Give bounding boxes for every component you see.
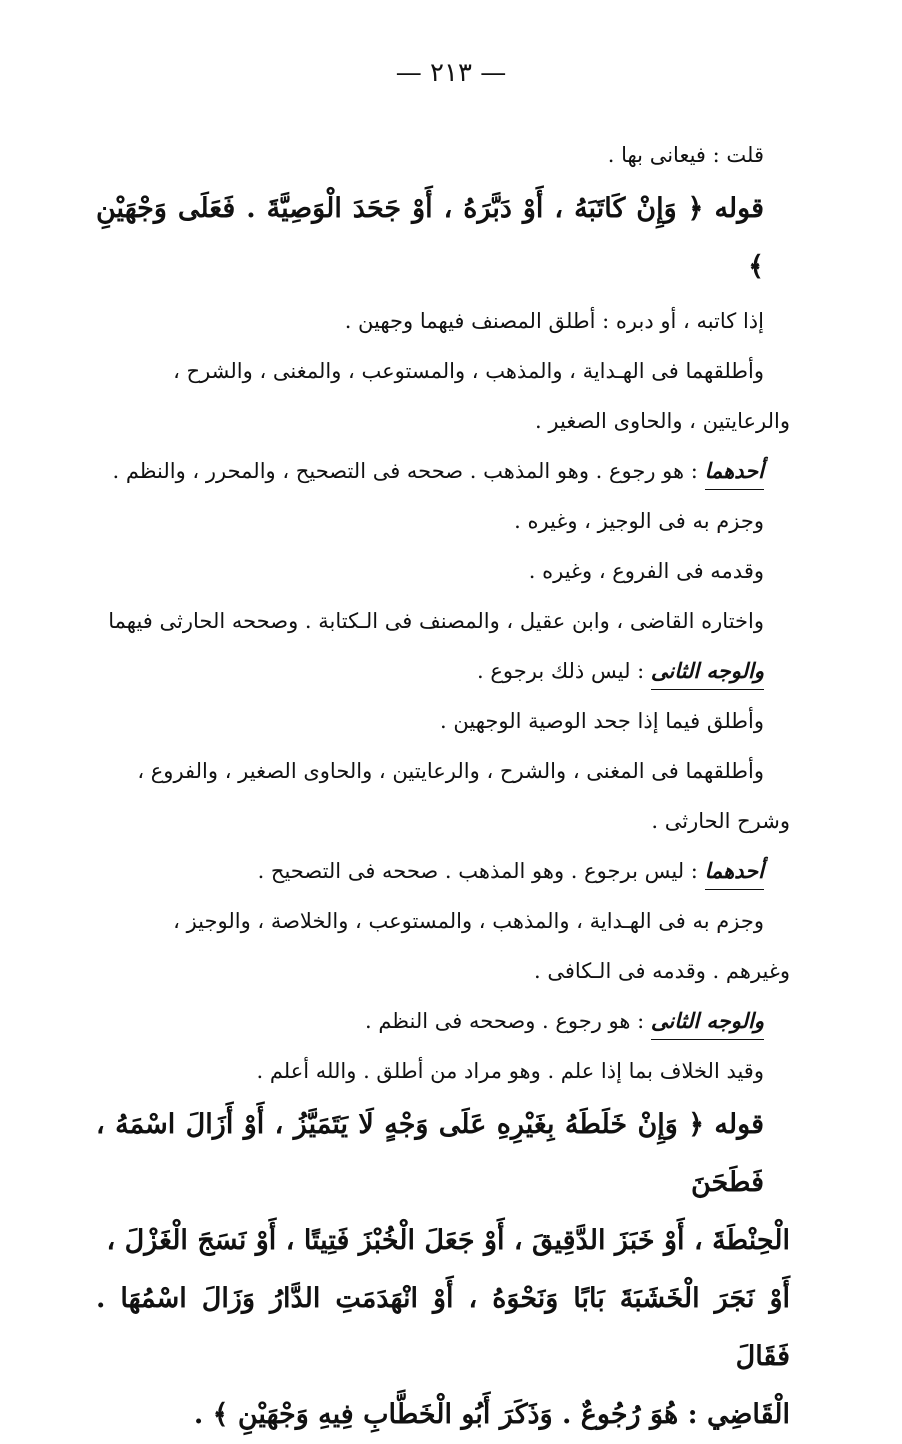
text-line — [96, 496, 790, 546]
text-line — [96, 696, 790, 746]
section-label: والوجه الثانى — [651, 658, 764, 690]
text-line — [96, 646, 790, 696]
quoted-line — [96, 180, 790, 296]
line-text: : ليس برجوع . وهو المذهب . صححه فى التصحيح . — [257, 859, 698, 883]
quoted-line — [96, 1270, 790, 1386]
text-line — [96, 1046, 790, 1096]
line-text: الْحِنْطَةَ ، أَوْ خَبَزَ الدَّقِيقَ ، أَوْ جَعَلَ الْخُبْزَ فَتِيتًا ، أَوْ نَسَجَ الْغَزْلَ ، — [106, 1225, 790, 1256]
line-text: والرعايتين ، والحاوى الصغير . — [535, 409, 790, 433]
line-text: وقدمه فى الفروع ، وغيره . — [528, 559, 764, 583]
quoted-line — [96, 1096, 790, 1212]
text-line — [96, 746, 790, 796]
text-line — [96, 596, 790, 646]
document-body — [96, 130, 790, 1444]
line-text: وقيد الخلاف بما إذا علم . وهو مراد من أطلق . والله أعلم . — [256, 1059, 764, 1083]
line-text: الْقَاضِي : هُوَ رُجُوعٌ . وَذَكَرَ أَبُو الْخَطَّابِ فِيهِ وَجْهَيْنِ ﴾ . — [193, 1399, 790, 1430]
line-text: إذا كاتبه ، أو دبره : أطلق المصنف فيهما وجهين . — [344, 309, 764, 333]
line-text: واختاره القاضى ، وابن عقيل ، والمصنف فى الـكتابة . وصححه الحارثى فيهما — [108, 609, 764, 633]
quoted-line — [96, 1212, 790, 1270]
quoted-line — [96, 1386, 790, 1444]
text-line — [96, 346, 790, 396]
text-line — [96, 946, 790, 996]
text-line — [96, 446, 790, 496]
text-line — [96, 296, 790, 346]
line-text: قوله ﴿ وَإِنْ كَاتَبَهُ ، أَوْ دَبَّرَهُ ، أَوْ جَحَدَ الْوَصِيَّةَ . فَعَلَى وَجْهَيْنِ ﴾ — [96, 193, 764, 282]
text-line — [96, 996, 790, 1046]
line-text: وجزم به فى الوجيز ، وغيره . — [514, 509, 764, 533]
line-text: أَوْ نَجَرَ الْخَشَبَةَ بَابًا وَنَحْوَهُ ، أَوْ انْهَدَمَتِ الدَّارُ وَزَالَ اسْمُهَا . فَقَالَ — [96, 1283, 790, 1372]
line-text: وشرح الحارثى . — [651, 809, 790, 833]
section-label: والوجه الثانى — [651, 1008, 764, 1040]
line-text: : هو رجوع . وصححه فى النظم . — [364, 1009, 645, 1033]
text-line — [96, 846, 790, 896]
line-text: وأطلق فيما إذا جحد الوصية الوجهين . — [440, 709, 764, 733]
line-text: قلت : فيعانى بها . — [607, 143, 764, 167]
text-line — [96, 796, 790, 846]
page-number: — ٢١٣ — — [395, 58, 507, 88]
line-text: وغيرهم . وقدمه فى الـكافى . — [534, 959, 790, 983]
section-label: أحدهما — [705, 858, 764, 890]
line-text: قوله ﴿ وَإِنْ خَلَطَهُ بِغَيْرِهِ عَلَى وَجْهٍ لَا يَتَمَيَّزُ ، أَوْ أَزَالَ اسْمَهُ ، فَطَحَنَ — [96, 1109, 764, 1198]
text-line — [96, 130, 790, 180]
line-text: وأطلقهما فى المغنى ، والشرح ، والرعايتين ، والحاوى الصغير ، والفروع ، — [137, 759, 764, 783]
line-text: : هو رجوع . وهو المذهب . صححه فى التصحيح ، والمحرر ، والنظم . — [112, 459, 698, 483]
text-line — [96, 396, 790, 446]
section-label: أحدهما — [705, 458, 764, 490]
line-text: وأطلقهما فى الهـداية ، والمذهب ، والمستوعب ، والمغنى ، والشرح ، — [173, 359, 764, 383]
line-text: وجزم به فى الهـداية ، والمذهب ، والمستوعب ، والخلاصة ، والوجيز ، — [173, 909, 764, 933]
text-line — [96, 546, 790, 596]
line-text: : ليس ذلك برجوع . — [477, 659, 645, 683]
text-line — [96, 896, 790, 946]
